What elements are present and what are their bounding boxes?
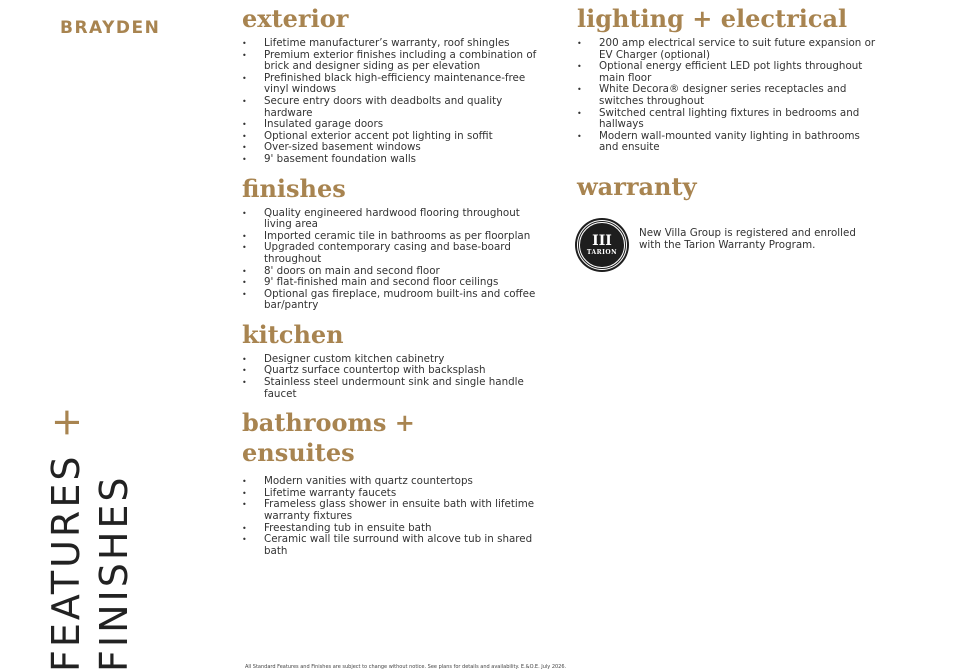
- list-item: • Insulated garage doors: [242, 119, 542, 131]
- feature-list: [577, 38, 877, 154]
- list-item: • 9' flat-finished main and second floor ceilings: [242, 277, 542, 289]
- section-title: warranty: [577, 171, 697, 201]
- section-finishes: [242, 174, 542, 312]
- list-item: • Imported ceramic tile in bathrooms as per floorplan: [242, 231, 542, 243]
- section-title: lighting + electrical: [577, 4, 848, 33]
- list-item: • Modern vanities with quartz countertops: [242, 476, 542, 488]
- list-item: • Frameless glass shower in ensuite bath with lifetime warranty fixtures: [242, 499, 542, 522]
- list-item: • White Decora® designer series receptacles and switches throughout: [577, 84, 877, 107]
- list-item: • Optional energy efficient LED pot lights throughout main floor: [577, 61, 877, 84]
- warranty-info: [577, 220, 877, 270]
- list-item: • Lifetime warranty faucets: [242, 488, 542, 500]
- list-item: • Upgraded contemporary casing and base-board throughout: [242, 242, 542, 265]
- list-item: • Optional gas fireplace, mudroom built-ins and coffee bar/pantry: [242, 289, 542, 312]
- feature-list: [242, 38, 542, 166]
- list-item: • Prefinished black high-efficiency maintenance-free vinyl windows: [242, 73, 542, 96]
- list-item: • 8' doors on main and second floor: [242, 266, 542, 278]
- side-title-line1: [42, 372, 90, 672]
- footer-disclaimer: All Standard Features and Finishes are subject to change without notice. See plans for details and availability. E.&O.E. July 2026.: [245, 664, 567, 670]
- right-column: [577, 4, 877, 270]
- section-exterior: [242, 4, 542, 166]
- section-warranty: [577, 172, 877, 270]
- section-kitchen: [242, 320, 542, 400]
- side-title-line2: FINISHES: [92, 474, 136, 672]
- list-item: • Over-sized basement windows: [242, 142, 542, 154]
- list-item: • Premium exterior finishes including a combination of brick and designer siding as per elevation: [242, 50, 542, 73]
- list-item: • 9' basement foundation walls: [242, 154, 542, 166]
- list-item: • Optional exterior accent pot lighting in soffit: [242, 131, 542, 143]
- section-title: finishes: [242, 173, 346, 203]
- tarion-seal-icon: III TARION: [577, 220, 627, 270]
- seal-label: TARION: [586, 249, 618, 257]
- list-item: • Quality engineered hardwood flooring throughout living area: [242, 208, 542, 231]
- feature-list: [242, 476, 542, 557]
- list-item: • Switched central lighting fixtures in bedrooms and hallways: [577, 108, 877, 131]
- list-item: • Stainless steel undermount sink and single handle faucet: [242, 377, 542, 400]
- list-item: • Secure entry doors with deadbolts and quality hardware: [242, 96, 542, 119]
- warranty-text: New Villa Group is registered and enrolled with the Tarion Warranty Program.: [639, 226, 856, 251]
- feature-list: [242, 208, 542, 312]
- left-column: [242, 4, 542, 565]
- feature-list: [242, 354, 542, 400]
- section-title: bathrooms + ensuites: [242, 408, 415, 468]
- brand-logo: BRAYDEN: [60, 18, 161, 38]
- section-title: kitchen: [242, 319, 344, 349]
- list-item: • Ceramic wall tile surround with alcove tub in shared bath: [242, 534, 542, 557]
- section-lighting: [577, 4, 877, 154]
- list-item: • Lifetime manufacturer’s warranty, roof shingles: [242, 38, 542, 50]
- side-title-plus: +: [44, 403, 88, 439]
- list-item: • Quartz surface countertop with backsplash: [242, 365, 542, 377]
- list-item: • 200 amp electrical service to suit future expansion or EV Charger (optional): [577, 38, 877, 61]
- section-bathrooms: [242, 408, 542, 557]
- list-item: • Designer custom kitchen cabinetry: [242, 354, 542, 366]
- list-item: • Modern wall-mounted vanity lighting in bathrooms and ensuite: [577, 131, 877, 154]
- side-title: [42, 372, 152, 672]
- section-title: exterior: [242, 4, 349, 33]
- list-item: • Freestanding tub in ensuite bath: [242, 523, 542, 535]
- side-title-line1-text: FEATURES: [44, 453, 88, 672]
